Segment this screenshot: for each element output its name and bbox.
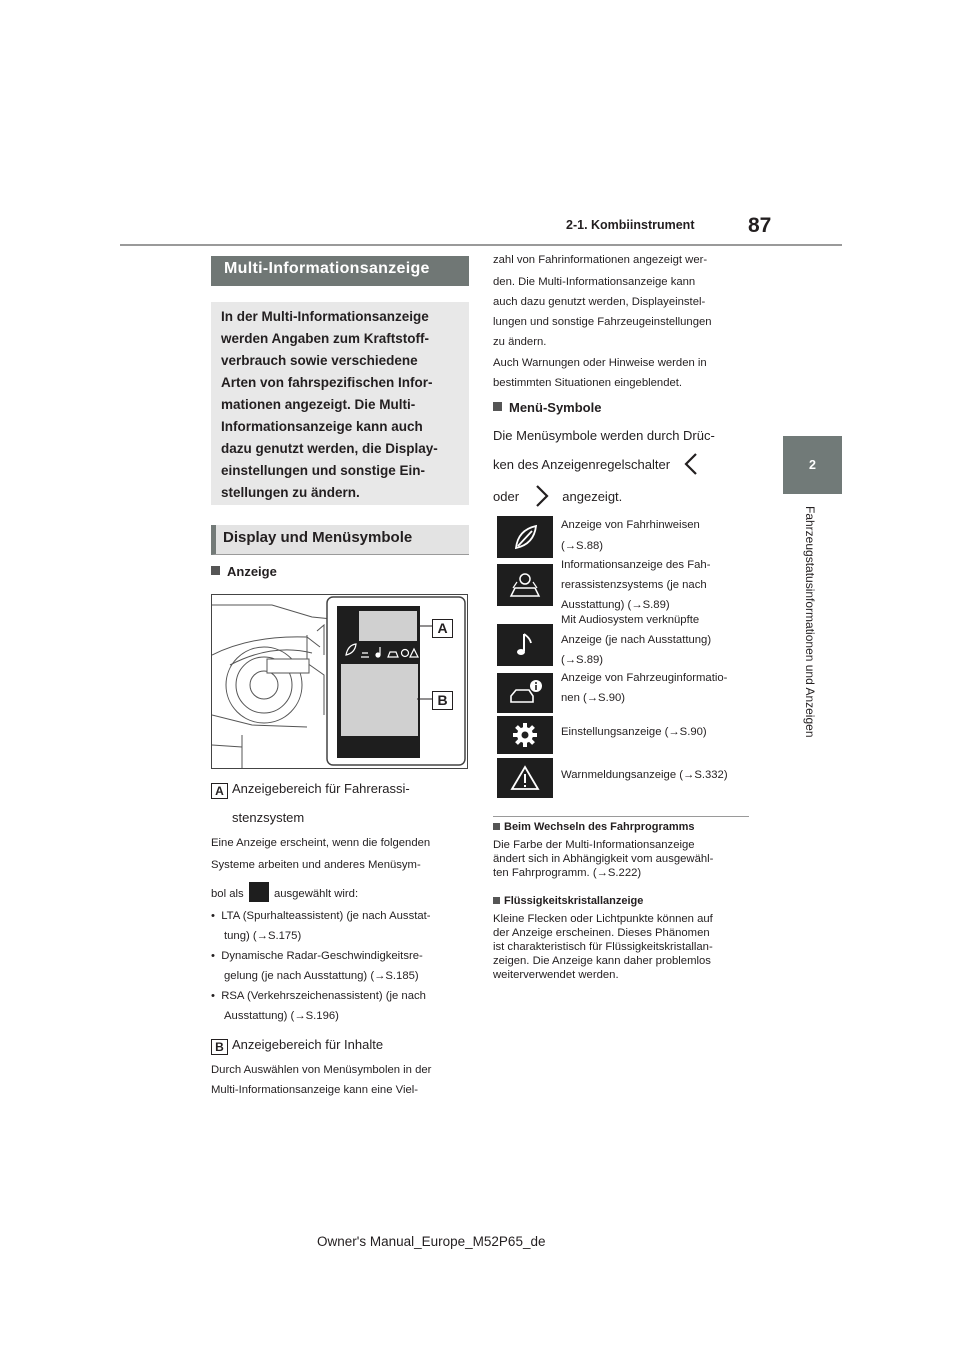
icon-desc: Einstellungsanzeige (→S.90)	[561, 726, 707, 738]
chevron-right-icon	[529, 483, 553, 509]
chevron-left-icon	[680, 451, 704, 477]
warn-line: Auch Warnungen oder Hinweise werden in	[493, 357, 707, 369]
section-title: 2-1. Kombiinstrument	[566, 218, 695, 232]
figure-label-a: A	[432, 619, 453, 638]
intro-line: verbrauch sowie verschiedene	[221, 353, 418, 368]
label-b-box: B	[211, 1039, 228, 1055]
icon-desc: nen (→S.90)	[561, 692, 626, 704]
music-note-icon	[497, 624, 553, 666]
intro-line: mationen angezeigt. Die Multi-	[221, 397, 416, 412]
leaf-icon	[497, 516, 553, 558]
menu-text: ken des Anzeigenregelschalter	[493, 457, 671, 472]
footer-text: Owner's Manual_Europe_M52P65_de	[317, 1234, 546, 1249]
cont-line: zu ändern.	[493, 336, 547, 348]
icon-desc: (→S.88)	[561, 540, 604, 552]
anzeige-heading-text: Anzeige	[227, 564, 277, 579]
subsection-heading: Display und Menüsymbole	[211, 525, 469, 555]
icon-desc: rerassistenzsystems (je nach	[561, 579, 707, 591]
intro-line: dazu genutzt werden, die Display-	[221, 441, 438, 456]
intro-line: stellungen zu ändern.	[221, 485, 360, 500]
a-desc-pre: bol als	[211, 888, 244, 900]
label-b-text: Anzeigebereich für Inhalte	[232, 1037, 384, 1052]
menu-text: angezeigt.	[562, 489, 623, 504]
gear-icon	[497, 716, 553, 754]
lcd-text: Kleine Flecken oder Lichtpunkte können auf	[493, 913, 713, 925]
lcd-text: zeigen. Die Anzeige kann daher problemlos	[493, 955, 711, 967]
car-info-icon	[497, 673, 553, 713]
header-rule	[120, 244, 842, 246]
figure-label-b: B	[432, 691, 453, 710]
square-bullet-icon	[493, 402, 502, 411]
intro-line: In der Multi-Informationsanzeige	[221, 309, 429, 324]
bullet-item: • LTA (Spurhalteassistent) (je nach Ausstat-	[211, 910, 431, 922]
icon-desc: (→S.89)	[561, 654, 604, 666]
intro-box	[211, 302, 469, 505]
menu-text: oder	[493, 489, 520, 504]
bullet-text: RSA (Verkehrszeichenassistent) (je nach	[221, 990, 426, 1002]
lcd-text: der Anzeige erscheinen. Dieses Phänomen	[493, 927, 710, 939]
menu-text-line2	[493, 451, 704, 477]
icon-desc: Ausstattung) (→S.89)	[561, 599, 670, 611]
bullet-text: LTA (Spurhalteassistent) (je nach Ausstat-	[221, 910, 431, 922]
square-bullet-icon	[211, 566, 220, 575]
menu-text-line3	[493, 483, 622, 509]
b-desc: Multi-Informationsanzeige kann eine Viel-	[211, 1084, 419, 1096]
driver-assist-icon	[497, 564, 553, 606]
driver-assist-icon	[249, 882, 269, 902]
chapter-title: Fahrzeugstatusinformationen und Anzeigen	[803, 506, 817, 738]
icon-desc: Anzeige von Fahrhinweisen	[561, 519, 700, 531]
section-heading: Multi-Informationsanzeige	[211, 256, 469, 286]
label-a-text-cont: stenzsystem	[232, 810, 305, 825]
label-a-line	[211, 776, 410, 801]
cont-line: den. Die Multi-Informationsanzeige kann	[493, 276, 696, 288]
bullet-text-cont: gelung (je nach Ausstattung) (→S.185)	[224, 970, 419, 982]
icon-desc: Mit Audiosystem verknüpfte	[561, 614, 700, 626]
a-desc: Systeme arbeiten und anderes Menüsym-	[211, 859, 421, 871]
menu-heading-text: Menü-Symbole	[509, 400, 602, 415]
bullet-text: Dynamische Radar-Geschwindigkeitsre-	[221, 950, 423, 962]
b-desc: Durch Auswählen von Menüsymbolen in der	[211, 1064, 432, 1076]
square-bullet-icon	[493, 897, 500, 904]
chapter-number: 2	[809, 458, 816, 472]
bullet-item: • RSA (Verkehrszeichenassistent) (je nach	[211, 990, 426, 1002]
cluster-illustration	[212, 595, 467, 768]
a-desc-post: ausgewählt wird:	[273, 888, 359, 900]
intro-line: Arten von fahrspezifischen Infor-	[221, 375, 433, 390]
menu-heading	[493, 400, 601, 415]
prog-heading-text: Beim Wechseln des Fahrprogramms	[504, 821, 695, 833]
label-a-text: Anzeigebereich für Fahrerassi-	[232, 781, 410, 796]
cont-line: auch dazu genutzt werden, Displayeinstel-	[493, 296, 706, 308]
lcd-text: weiterverwendet werden.	[493, 969, 619, 981]
bullet-text-cont: tung) (→S.175)	[224, 930, 302, 942]
square-bullet-icon	[493, 823, 500, 830]
page-number: 87	[748, 214, 772, 237]
menu-text: Die Menüsymbole werden durch Drüc-	[493, 428, 715, 443]
cluster-figure	[211, 594, 468, 769]
prog-heading	[493, 821, 695, 833]
prog-text: Die Farbe der Multi-Informationsanzeige	[493, 839, 695, 851]
lcd-text: ist charakteristisch für Flüssigkeitskristallan-	[493, 941, 713, 953]
intro-line: Informationsanzeige kann auch	[221, 419, 423, 434]
lcd-heading	[493, 895, 643, 907]
icon-desc: Warnmeldungsanzeige (→S.332)	[561, 769, 728, 781]
icon-desc: Informationsanzeige des Fah-	[561, 559, 711, 571]
lcd-heading-text: Flüssigkeitskristallanzeige	[504, 895, 644, 907]
label-a-box: A	[211, 783, 228, 799]
icon-desc: Anzeige (je nach Ausstattung)	[561, 634, 712, 646]
a-desc: Eine Anzeige erscheint, wenn die folgenden	[211, 837, 431, 849]
anzeige-heading	[211, 564, 277, 579]
bullet-item: • Dynamische Radar-Geschwindigkeitsre-	[211, 950, 423, 962]
warn-line: bestimmten Situationen eingeblendet.	[493, 377, 683, 389]
prog-text: ten Fahrprogramm. (→S.222)	[493, 867, 642, 879]
warning-icon	[497, 758, 553, 798]
bullet-text-cont: Ausstattung) (→S.196)	[224, 1010, 339, 1022]
intro-line: werden Angaben zum Kraftstoff-	[221, 331, 430, 346]
icon-desc: Anzeige von Fahrzeuginformatio-	[561, 672, 728, 684]
a-desc-inline	[211, 882, 358, 904]
cont-line: zahl von Fahrinformationen angezeigt wer-	[493, 254, 708, 266]
chapter-tab	[783, 436, 842, 494]
divider	[493, 816, 749, 817]
prog-text: ändert sich in Abhängigkeit vom ausgewähl-	[493, 853, 714, 865]
label-b-line	[211, 1032, 383, 1057]
cont-line: lungen und sonstige Fahrzeugeinstellungen	[493, 316, 712, 328]
intro-line: einstellungen und sonstige Ein-	[221, 463, 426, 478]
